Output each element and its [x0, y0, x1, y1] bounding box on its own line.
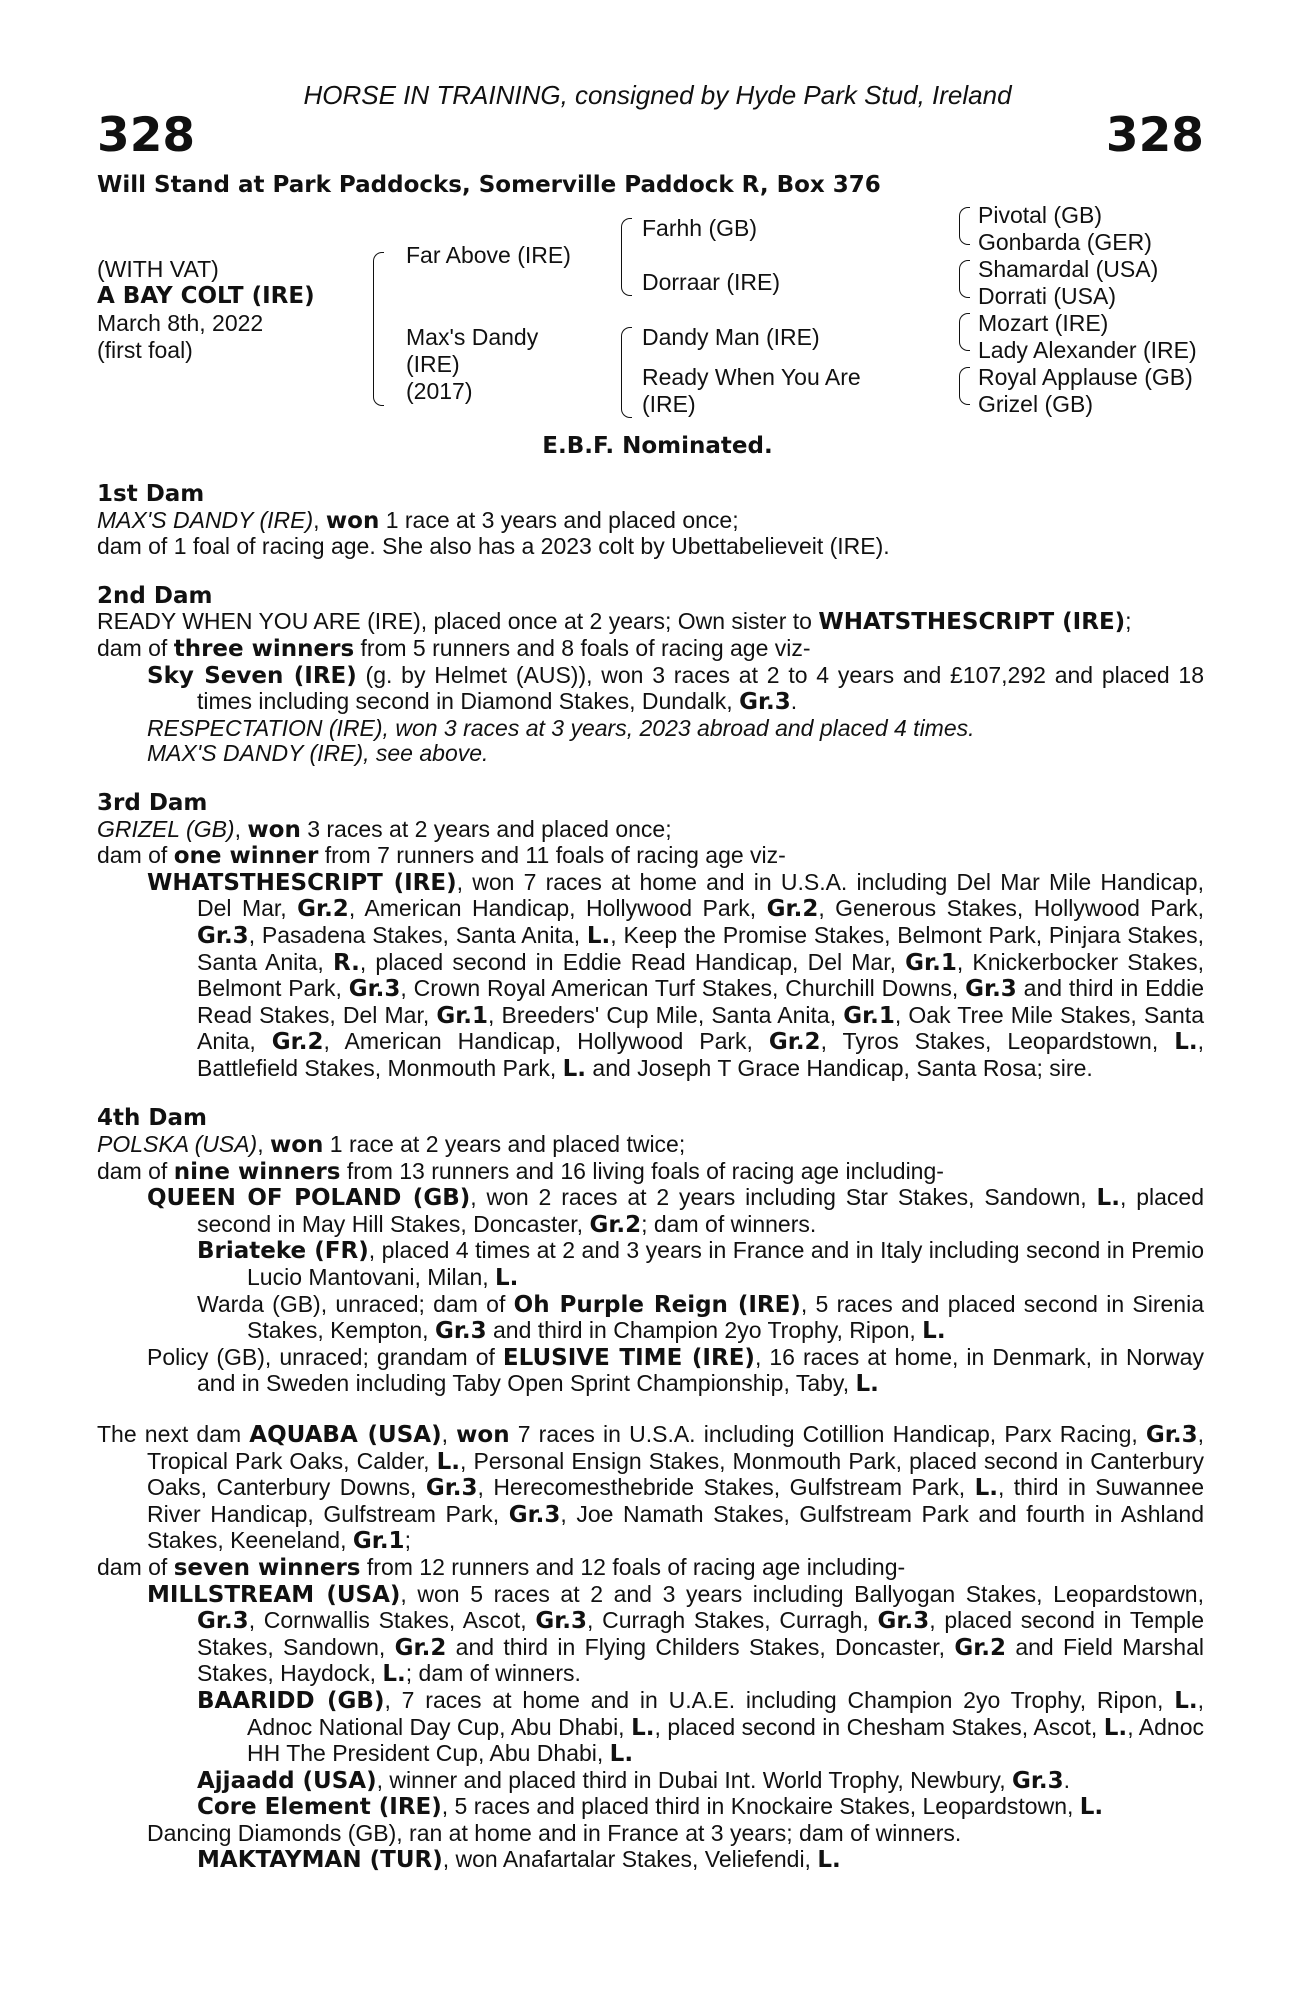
pedigree-dam-line2: (IRE)	[406, 351, 460, 377]
pedigree-notes	[97, 482, 1204, 1897]
pedigree-ggparent: Lady Alexander (IRE)	[978, 337, 1197, 363]
dam-record: POLSKA (USA), won 1 race at 2 years and placed twice;	[97, 1131, 686, 1159]
section-heading: 2nd Dam	[97, 582, 213, 609]
fourth-dam-section	[97, 1106, 1204, 1398]
pedigree-ggparent: Grizel (GB)	[978, 391, 1093, 417]
progeny-entry: Sky Seven (IRE) (g. by Helmet (AUS)), won 3 races at 2 to 4 years and £107,292 and placed 18 times including second in Diamond Stakes, Dundalk, Gr.3.	[147, 661, 1204, 716]
section-heading: 1st Dam	[97, 481, 205, 507]
progeny-entry: Briateke (FR), placed 4 times at 2 and 3 years in France and in Italy including second in Premio Lucio Mantovani, Milan, L.	[197, 1237, 1204, 1292]
dam-produce: dam of nine winners from 13 runners and 16 living foals of racing age including-	[97, 1157, 944, 1185]
progeny-entry: Ajjaadd (USA), winner and placed third in Dubai Int. World Trophy, Newbury, Gr.3.	[197, 1766, 1071, 1794]
location-line: Will Stand at Park Paddocks, Somerville Paddock R, Box 376	[97, 172, 881, 198]
first-dam-section	[97, 482, 1204, 560]
dam-record: GRIZEL (GB), won 3 races at 2 years and placed once;	[97, 815, 672, 843]
pedigree-ggparent: Royal Applause (GB)	[978, 364, 1193, 390]
dam-produce: dam of one winner from 7 runners and 11 foals of racing age viz-	[97, 842, 786, 870]
progeny-entry: MAX'S DANDY (IRE), see above.	[147, 740, 489, 767]
pedigree-sire: Far Above (IRE)	[406, 242, 571, 268]
brace	[959, 313, 970, 351]
foaling-date: March 8th, 2022	[97, 310, 264, 336]
foal-note: (first foal)	[97, 337, 193, 363]
pedigree-ggparent: Mozart (IRE)	[978, 310, 1109, 336]
pedigree-dam-line3: (2017)	[406, 378, 473, 404]
brace	[373, 252, 384, 406]
dam-record: MAX'S DANDY (IRE), won 1 race at 3 years and placed once;	[97, 506, 739, 534]
section-heading: 4th Dam	[97, 1105, 207, 1132]
progeny-entry: MILLSTREAM (USA), won 5 races at 2 and 3 years including Ballyogan Stakes, Leopardstown, Gr.3, Cornwallis Stakes, Ascot, Gr.3, Curragh Stakes, Curragh, Gr.3, placed second in Temple Stakes, Sandown, Gr.2 and third in Flying Childers Stakes, Doncaster, Gr.2 and Field Marshal Stakes, Haydock, L.; dam of winners.	[147, 1580, 1205, 1688]
pedigree-sire-sire: Farhh (GB)	[642, 215, 758, 241]
brace	[621, 218, 632, 296]
progeny-entry: Warda (GB), unraced; dam of Oh Purple Reign (IRE), 5 races and placed second in Sirenia Stakes, Kempton, Gr.3 and third in Champion 2yo Trophy, Ripon, L.	[197, 1290, 1205, 1345]
pedigree-dam-dam-line1: Ready When You Are	[642, 364, 861, 390]
vat-note: (WITH VAT)	[97, 256, 219, 282]
brace	[959, 207, 970, 245]
next-dam-section	[97, 1422, 1204, 1873]
dam-record: READY WHEN YOU ARE (IRE), placed once at 2 years; Own sister to WHATSTHESCRIPT (IRE);	[97, 608, 1132, 636]
progeny-entry: Core Element (IRE), 5 races and placed third in Knockaire Stakes, Leopardstown, L.	[197, 1793, 1104, 1821]
progeny-entry: QUEEN OF POLAND (GB), won 2 races at 2 years including Star Stakes, Sandown, L., placed second in May Hill Stakes, Doncaster, Gr.2; dam of winners.	[147, 1184, 1204, 1238]
brace	[959, 367, 970, 405]
lot-number-right: 328	[1105, 108, 1204, 163]
horse-name: A BAY COLT (IRE)	[97, 283, 315, 309]
pedigree-sire-dam: Dorraar (IRE)	[642, 269, 781, 295]
brace	[621, 327, 632, 418]
pedigree-ggparent: Pivotal (GB)	[978, 202, 1102, 228]
progeny-entry: BAARIDD (GB), 7 races at home and in U.A.E. including Champion 2yo Trophy, Ripon, L., Adnoc National Day Cup, Abu Dhabi, L., placed second in Chesham Stakes, Ascot, L., Adnoc HH The President Cup, Abu Dhabi, L.	[197, 1686, 1205, 1768]
progeny-entry: WHATSTHESCRIPT (IRE), won 7 races at home and in U.S.A. including Del Mar Mile Handicap, Del Mar, Gr.2, American Handicap, Hollywood Park, Gr.2, Generous Stakes, Hollywood Park, Gr.3, Pasadena Stakes, Santa Anita, L., Keep the Promise Stakes, Belmont Park, Pinjara Stakes, Santa Anita, R., placed second in Eddie Read Handicap, Del Mar, Gr.1, Knickerbocker Stakes, Belmont Park, Gr.3, Crown Royal American Turf Stakes, Churchill Downs, Gr.3 and third in Eddie Read Stakes, Del Mar, Gr.1, Breeders' Cup Mile, Santa Anita, Gr.1, Oak Tree Mile Stakes, Santa Anita, Gr.2, American Handicap, Hollywood Park, Gr.2, Tyros Stakes, Leopardstown, L., Battlefield Stakes, Monmouth Park, L. and Joseph T Grace Handicap, Santa Rosa; sire.	[147, 868, 1205, 1082]
third-dam-section	[97, 791, 1204, 1083]
pedigree-ggparent: Gonbarda (GER)	[978, 229, 1152, 255]
catalogue-header: HORSE IN TRAINING, consigned by Hyde Park Stud, Ireland	[303, 80, 1012, 110]
second-dam-section	[97, 584, 1204, 767]
progeny-entry: Policy (GB), unraced; grandam of ELUSIVE TIME (IRE), 16 races at home, in Denmark, in Norway and in Sweden including Taby Open Sprint Championship, Taby, L.	[147, 1343, 1204, 1398]
progeny-entry: Dancing Diamonds (GB), ran at home and in France at 3 years; dam of winners.	[147, 1819, 962, 1846]
progeny-entry: MAKTAYMAN (TUR), won Anafartalar Stakes, Veliefendi, L.	[197, 1845, 841, 1873]
dam-produce: dam of 1 foal of racing age. She also has a 2023 colt by Ubettabelieveit (IRE).	[97, 533, 890, 560]
dam-record: The next dam AQUABA (USA), won 7 races in U.S.A. including Cotillion Handicap, Parx Racing, Gr.3, Tropical Park Oaks, Calder, L., Personal Ensign Stakes, Monmouth Park, placed second in Canterbury Oaks, Canterbury Downs, Gr.3, Herecomesthebride Stakes, Gulfstream Park, L., third in Suwannee River Handicap, Gulfstream Park, Gr.3, Joe Namath Stakes, Gulfstream Park and fourth in Ashland Stakes, Keeneland, Gr.1;	[97, 1421, 1204, 1555]
section-heading: 3rd Dam	[97, 789, 208, 816]
pedigree-ggparent: Shamardal (USA)	[978, 256, 1159, 282]
progeny-entry: RESPECTATION (IRE), won 3 races at 3 years, 2023 abroad and placed 4 times.	[147, 714, 975, 741]
pedigree-dam-line1: Max's Dandy	[406, 324, 539, 350]
brace	[959, 260, 970, 298]
pedigree-dam-sire: Dandy Man (IRE)	[642, 324, 820, 350]
dam-produce: dam of three winners from 5 runners and 8 foals of racing age viz-	[97, 634, 811, 662]
lot-number-left: 328	[97, 108, 196, 163]
dam-produce: dam of seven winners from 12 runners and 12 foals of racing age including-	[97, 1553, 906, 1581]
pedigree-dam-dam-line2: (IRE)	[642, 391, 696, 417]
pedigree-ggparent: Dorrati (USA)	[978, 283, 1117, 309]
ebf-nomination: E.B.F. Nominated.	[542, 433, 773, 459]
